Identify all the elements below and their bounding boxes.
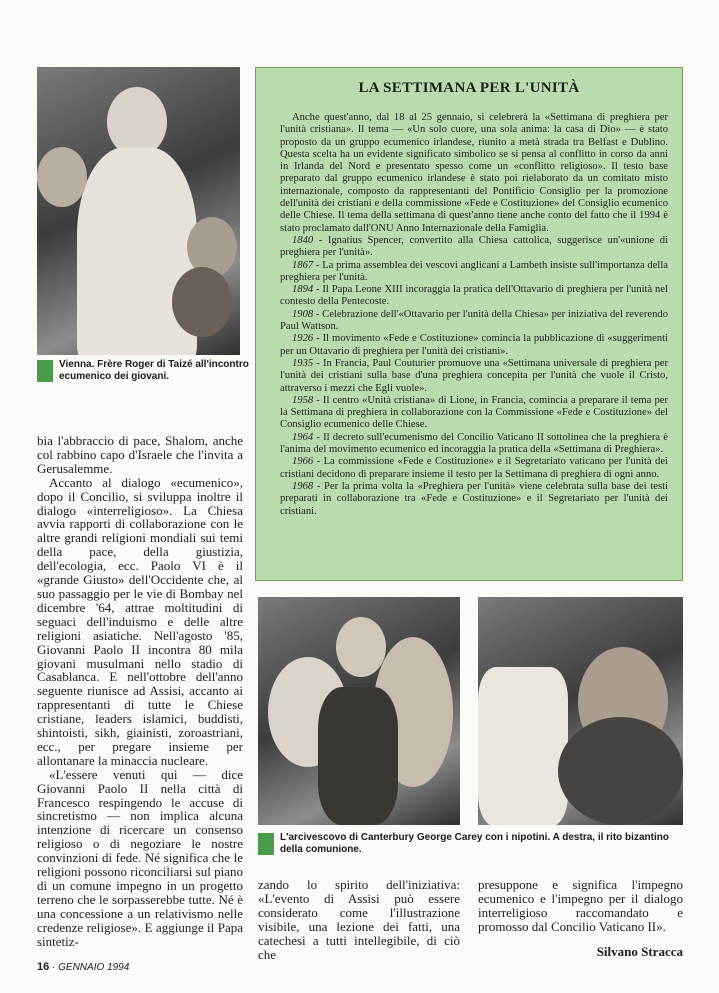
timeline-entry <box>280 309 668 334</box>
sidebar-box <box>255 67 683 581</box>
timeline-entry <box>280 358 668 395</box>
timeline-year: 1935 <box>292 357 314 369</box>
article-column-3 <box>478 878 683 934</box>
timeline-text: - Per la prima volta la «Preghiera per l'unità» viene celebrata sulla base dei testi preparati in collaborazione tra «Fede e Costituzione» e il Segretariato per l'unità dei cristiani. <box>280 480 668 517</box>
sidebar-timeline <box>280 235 668 518</box>
timeline-entry <box>280 456 668 481</box>
timeline-year: 1968 <box>292 480 314 492</box>
timeline-entry <box>280 284 668 309</box>
timeline-text: - Ignatius Spencer, convertito alla Chiesa cattolica, suggerisce un'«unione di preghiera per l'unità». <box>280 234 668 259</box>
timeline-text: - Il movimento «Fede e Costituzione» comincia la pubblicazione di «suggerimenti per un Ottavario di preghiera per l'unità dei cristiani». <box>280 333 668 357</box>
article-column-2 <box>258 878 460 961</box>
caption-marker <box>258 833 274 855</box>
sidebar-body <box>280 112 668 518</box>
article-column-1 <box>37 434 243 949</box>
photo-caption-bottom <box>258 832 686 858</box>
timeline-year: 1958 <box>292 394 314 406</box>
photo-frere-roger <box>37 67 240 355</box>
timeline-entry <box>280 432 668 457</box>
magazine-issue: GENNAIO 1994 <box>58 962 130 973</box>
timeline-year: 1964 <box>292 431 314 443</box>
timeline-text: - Il Papa Leone XIII incoraggia la pratica dell'Ottavario di preghiera per l'unità nel contesto della Pentecoste. <box>280 284 668 308</box>
article-paragraph: Accanto al dialogo «ecumenico», dopo il Concilio, si sviluppa inoltre il dialogo «interreligioso». La Chiesa avvia rapporti di collaborazione con le altre grandi religioni mondiali sui temi della pace, della giustizia, dell'ecologia, ecc. Paolo VI è il «grande Giusto» dell'Occidente che, al suo passaggio per le vie di Bombay nel dicembre '64, attrae moltitudini di seguaci dell'induismo e delle altre religioni asiatiche. Nell'agosto '85, Giovanni Paolo II incontra 80 mila giovani musulmani nello stadio di Casablanca. E nell'ottobre dell'anno seguente riunisce ad Assisi, accanto ai rappresentanti di tutte le Chiese cristiane, leaders islamici, buddisti, shintoisti, sikh, giainisti, zoroastriani, ecc., per pregare insieme per allontanare la minaccia nucleare. <box>37 474 243 768</box>
page-footer: 16 · GENNAIO 1994 <box>37 961 130 973</box>
timeline-entry <box>280 395 668 432</box>
photo-carey <box>258 597 460 825</box>
photo-rito-bizantino <box>478 597 683 825</box>
timeline-text: - Celebrazione dell'«Ottavario per l'unità della Chiesa» per iniziativa del reverendo Paul Wattson. <box>280 308 668 333</box>
sidebar-intro: Anche quest'anno, dal 18 al 25 gennaio, si celebrerà la «Settimana di preghiera per l'unità cristiana». Il tema — «Un solo cuore, una sola anima: la casa di Dio» — è stato proposto da un gruppo ecumenico irlandese, riunito a metà strada tra Belfast e Dublino. Questa scelta ha un evidente significato simbolico se si pensa al conflitto in corso da anni in Irlanda del Nord e presentato spesso come un «conflitto religioso». Il testo base preparato dal gruppo ecumenico irlandese è stato poi rielaborato da un comitato misto internazionale, composto da rappresentanti del Pontificio Consiglio per la promozione dell'unità dei cristiani e della commissione «Fede e Costituzione» del Consiglio ecumenico delle Chiese. Il tema della settimana di quest'anno tiene anche conto del fatto che il 1994 è stato proclamato dall'ONU Anno Internazionale della Famiglia. <box>280 112 668 234</box>
timeline-entry <box>280 260 668 285</box>
timeline-text: - In Francia, Paul Couturier promuove una «Settimana universale di preghiera per l'unità dei cristiani sulla base d'una preghiera concepita per l'unità che vuole il Cristo, attraverso i mezzi che Egli vuole». <box>280 357 668 394</box>
caption-text: Vienna. Frère Roger di Taizé all'incontro ecumenico dei giovani. <box>59 359 249 382</box>
photo-caption-top <box>37 359 247 385</box>
article-paragraph: bia l'abbraccio di pace, Shalom, anche col rabbino capo d'Israele che l'invita a Gerusalemme. <box>37 433 243 476</box>
timeline-text: - Il centro «Unità cristiana» di Lione, in Francia, comincia a preparare il tema per la Settimana di preghiera in collaborazione con la Commissione «Fede e Costituzione» del Consiglio ecumenico delle Chiese. <box>280 394 668 431</box>
sidebar-title: LA SETTIMANA PER L'UNITÀ <box>358 80 580 96</box>
timeline-entry <box>280 481 668 518</box>
timeline-text: - La prima assemblea dei vescovi anglicani a Lambeth insiste sull'importanza della preghiera per l'unità. <box>280 259 668 283</box>
caption-marker <box>37 360 53 382</box>
timeline-year: 1926 <box>292 333 314 345</box>
article-paragraph: «L'essere venuti qui — dice Giovanni Paolo II nella città di Francesco respingendo le accuse di sincretismo — non implica alcuna intenzione di ricercare un consenso religioso o di negoziare le nostre convinzioni di fede. Né significa che le religioni possono riconciliarsi sul piano di un comune impegno in un progetto terreno che le sorpasserebbe tutte. Né è una concessione a un relativismo nelle credenze religiose». E aggiunge il Papa sintetiz- <box>37 766 243 949</box>
article-paragraph: zando lo spirito dell'iniziativa: «L'evento di Assisi può essere considerato come l'illustrazione visibile, una lezione dei fatti, una catechesi a tutti intellegibile, di ciò che <box>258 877 460 962</box>
timeline-entry <box>280 235 668 260</box>
timeline-text: - Il decreto sull'ecumenismo del Concilio Vaticano II sottolinea che la preghiera è l'anima del movimento ecumenico ed incoraggia la pratica della «Settimana di Preghiera». <box>280 431 668 456</box>
timeline-year: 1894 <box>292 284 314 296</box>
timeline-year: 1840 <box>292 234 314 246</box>
author-signature: Silvano Stracca <box>596 944 683 959</box>
caption-text: L'arcivescovo di Canterbury George Carey con i nipotini. A destra, il rito bizantino della comunione. <box>280 832 669 855</box>
timeline-year: 1867 <box>292 259 314 271</box>
page-number: 16 <box>37 961 50 973</box>
timeline-year: 1908 <box>292 308 314 320</box>
article-paragraph: presuppone e significa l'impegno ecumenico e l'impegno per il dialogo interreligioso raccomandato e promosso dal Concilio Vaticano II». <box>478 877 683 934</box>
timeline-entry <box>280 333 668 358</box>
timeline-year: 1966 <box>292 456 314 468</box>
timeline-text: - La commissione «Fede e Costituzione» e il Segretariato vaticano per l'unità dei cristiani decidono di preparare insieme il testo per la Settimana di preghiera di ogni anno. <box>280 456 668 480</box>
